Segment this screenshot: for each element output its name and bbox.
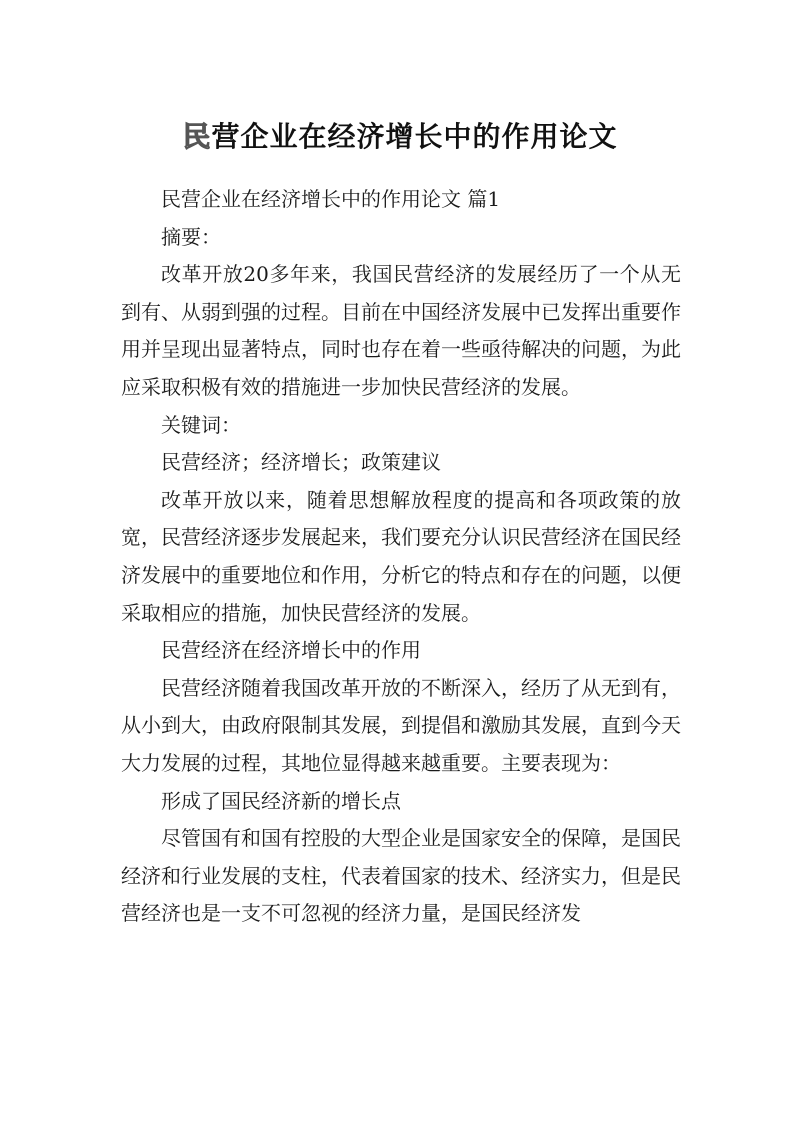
- keywords-list: 民营经济；经济增长；政策建议: [161, 450, 441, 475]
- body-paragraph: 民营经济随着我国改革开放的不断深入，经历了从无到有，从小到大，由政府限制其发展，到提倡和激励其发展，直到今天大力发展的过程，其地位显得越来越重要。主要表现为：: [121, 675, 681, 775]
- section-heading: 民营企业在经济增长中的作用论文 篇1: [161, 187, 501, 211]
- document-body: [121, 181, 681, 933]
- body-paragraph: 改革开放以来，随着思想解放程度的提高和各项政策的放宽，民营经济逐步发展起来，我们要充分认识民营经济在国民经济发展中的重要地位和作用，分析它的特点和存在的问题，以便采取相应的措施，加快民营经济的发展。: [121, 487, 681, 625]
- subheading: 民营经济在经济增长中的作用: [161, 638, 421, 663]
- subheading: 形成了国民经济新的增长点: [161, 788, 401, 813]
- title-rest: 营企业在经济增长中的作用论文: [211, 119, 618, 153]
- body-paragraph: 尽管国有和国有控股的大型企业是国家安全的保障，是国民经济和行业发展的支柱，代表着国家的技术、经济实力，但是民营经济也是一支不可忽视的经济力量，是国民经济发: [121, 826, 681, 926]
- document-title: [0, 115, 800, 159]
- keywords-label: 关键词：: [161, 412, 241, 437]
- abstract-label: 摘要：: [161, 224, 221, 249]
- abstract-paragraph: 改革开放20多年来，我国民营经济的发展经历了一个从无到有、从弱到强的过程。目前在中国经济发展中已发挥出重要作用并呈现出显著特点，同时也存在着一些亟待解决的问题，为此应采取积极有效的措施进一步加快民营经济的发展。: [121, 262, 681, 399]
- title-first-char: 民: [182, 119, 212, 153]
